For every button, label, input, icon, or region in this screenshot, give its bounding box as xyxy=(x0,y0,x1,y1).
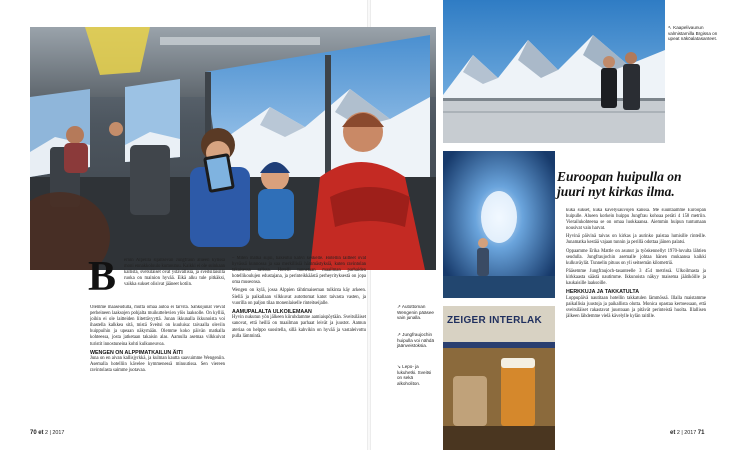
beer-photo xyxy=(443,306,555,450)
body-paragraph: Wengen on kylä, jossa Alppien tähtimaiseman tulkinta käy arkeen. Siellä ja paikallaan vilkkuvat autottomat katot taivasta vasten, ja vuorilla on paljon tilaa monenlaiselle rinteitseijalle. xyxy=(232,288,366,306)
body-paragraph: Hyvinä päivinä taivas on kirkas ja aurinko paistaa lumisille rinteille. Junamatka kestää vajaan tunnin ja perillä odottaa jäinen palatsi. xyxy=(566,234,706,246)
issue-left: 2 | 2017 xyxy=(45,430,65,436)
train-interior-illustration xyxy=(30,27,436,270)
mountain-viewpoint-photo xyxy=(443,0,665,143)
lead-paragraph: ernin Alpeilla sijaitsevan Jungfraun alueen kylissä moni ennakkoluulo kumoutuu. Kaikki ei ole suinkaan kallista, svetsiläiset ovat ystävällisiä, ja sveitsiläisillä ruoka on mainion hyvää. Eikä alku tule pitkäksi, vaikka sukset olisivat jääneet kotiin. xyxy=(124,258,225,288)
body-paragraph: Hyvin nukutun yön jälkeen kiiruhdamme aamiaispöytään. Sveitsiläiset sanovat, että heillä on maailman parhaat leivät ja juustot. Aamun ateriaa on helppo suositella, sillä kahvikin on hyvää ja vastaleivottu pulla lämmintä. xyxy=(232,315,366,339)
caption-mountain xyxy=(668,25,730,42)
caption-tunnel-text: Autottoman Wengenin pääsee vain junalla. xyxy=(397,304,434,321)
text-column-1 xyxy=(90,305,225,425)
subheading-wengen: WENGEN ON ALPPIMATKAILUN ÄITI xyxy=(90,349,183,356)
ice-tunnel-illustration xyxy=(443,151,555,298)
text-column-3 xyxy=(566,208,706,428)
caption-beer-2-text: Lepo- ja lukuhetki. Sveitsi on sekä alkoholiton. xyxy=(397,364,432,386)
body-paragraph: Olemme maaseudulla, mutta omaa autoa ei tarvita. Sähköjunat vievät perheineen laaksojen pohjalta muikuttelevien ylös laaksolle. On kylliä, joihin ei ole laitteiden liitettävyyttä. Junan ikkunalla ikkunoista voi ihastella kalkkea sitä, mistä Sveitsi on kuuluisa: taivaalla oleviin huippuihin ja upeaan näkymään. Olemme koko päivän matkalla kohteessa, josta jatketaan takaisin alas. Aamulla asemaa vilkkuivat turistit innostuneina kohti kulkuneuvoa. xyxy=(90,305,225,347)
drop-cap: B xyxy=(88,254,117,300)
subheading-aamupala: AAMUPALALTA ULKOILEMAAN xyxy=(232,308,312,315)
caption-beer-1-text: Jungfraujochin huipulla voi nähdä jäänveistoksia. xyxy=(397,332,435,349)
beer-sign-text: ZEIGER INTERLAK xyxy=(447,315,543,326)
text-column-1-lead xyxy=(124,258,225,304)
body-paragraph: – Miten matka sujui, hakeutui kahvi keskelle. Hotellin laitteet ovat hyvässä kunnossa ja saa merkillisiä hämmästyksiä, kuten ravintolan takaisessa salissa. Hotelli tunnetaan maailman parhaiden hotellikoulujen edustajana, ja perinteikkäästä perheyrityksestä on jopa oma museonsa. xyxy=(232,256,366,286)
caption-mountain-text: Kaapelivaunun valmistamilla Brgissa on upeat näköalatasanteet. xyxy=(668,25,718,42)
issue-right: 2 | 2017 xyxy=(676,430,697,436)
caption-beer-2 xyxy=(397,364,437,386)
caption-arrow-icon: ↘ xyxy=(397,364,403,369)
train-interior-photo xyxy=(30,27,436,270)
subheading-herkkuja: HERKKUJA JA TAKKATULTA xyxy=(566,289,640,296)
body-paragraph: Loppupäivä nautitaan hotellin takkatulen lämmössä. Illalla maistamme paikallisia juustoja ja paikallista olutta. Monica opastaa kertoessaan, että sveitsiläiset rakastavat juustoaan ja pitävät perinteistä huolta. Illallisen jälkeen lähdemme vielä kävelylle kylän raitille. xyxy=(566,295,706,319)
caption-arrow-icon: ↗ xyxy=(397,304,402,309)
ice-tunnel-photo xyxy=(443,151,555,298)
page-number-left: 70 xyxy=(30,430,37,436)
folio-right xyxy=(670,430,704,436)
page-number-right: 71 xyxy=(697,430,705,436)
body-paragraph: Oppaamme Erika Mattle on asunut ja työskennellyt 1970-luvulta lähtien seudulla. Jungfraujochin asemalle johtaa hänen mukaansa kaikki kulkuväylät. Tunnelin pituus on yli seitsemän kilometriä. xyxy=(566,248,706,266)
body-paragraph: Juna on en aivan kallisjyrkkä, ja kulman kautta saavuimme Wengeniin. Asemalla hotelliin kävelee kymmenessä minuutissa. Sen viereen ravintolasta saimme juotavaa. xyxy=(90,356,225,374)
caption-beer-1 xyxy=(397,332,437,349)
body-paragraph: Pääsemme Jungfraujoch-tasanteelle 3 454 metrissä. Ulkoilmasta ja kirkkaasta säästä nautimme. Ikkunoista näkyy maisema jäätiköille ja kaukaisille laaksoille. xyxy=(566,268,706,287)
caption-tunnel xyxy=(397,304,437,321)
body-paragraph: kuka sukset, kuka kävelysauvojen kanssa. Me suuntaamme Euroopan huipulle. Alueen korkein huippu Jungfrau kohoaa peräti 4 158 metriin. Vierailukohteena se on omaa luokkaansa. Aiemmin huipun tuntumaan nousivat vain harvat. xyxy=(566,208,706,232)
beer-illustration xyxy=(443,306,555,450)
caption-arrow-icon: ↖ xyxy=(668,25,674,30)
magazine-name-right: et xyxy=(670,430,676,436)
folio-left xyxy=(30,430,64,436)
magazine-name-left: et xyxy=(38,430,44,436)
mountain-illustration xyxy=(443,0,665,143)
caption-arrow-icon: ↗ xyxy=(397,332,403,337)
article-headline: Euroopan huipulla on juuri nyt kirkas ilma. xyxy=(557,169,682,199)
text-column-2 xyxy=(232,256,366,426)
